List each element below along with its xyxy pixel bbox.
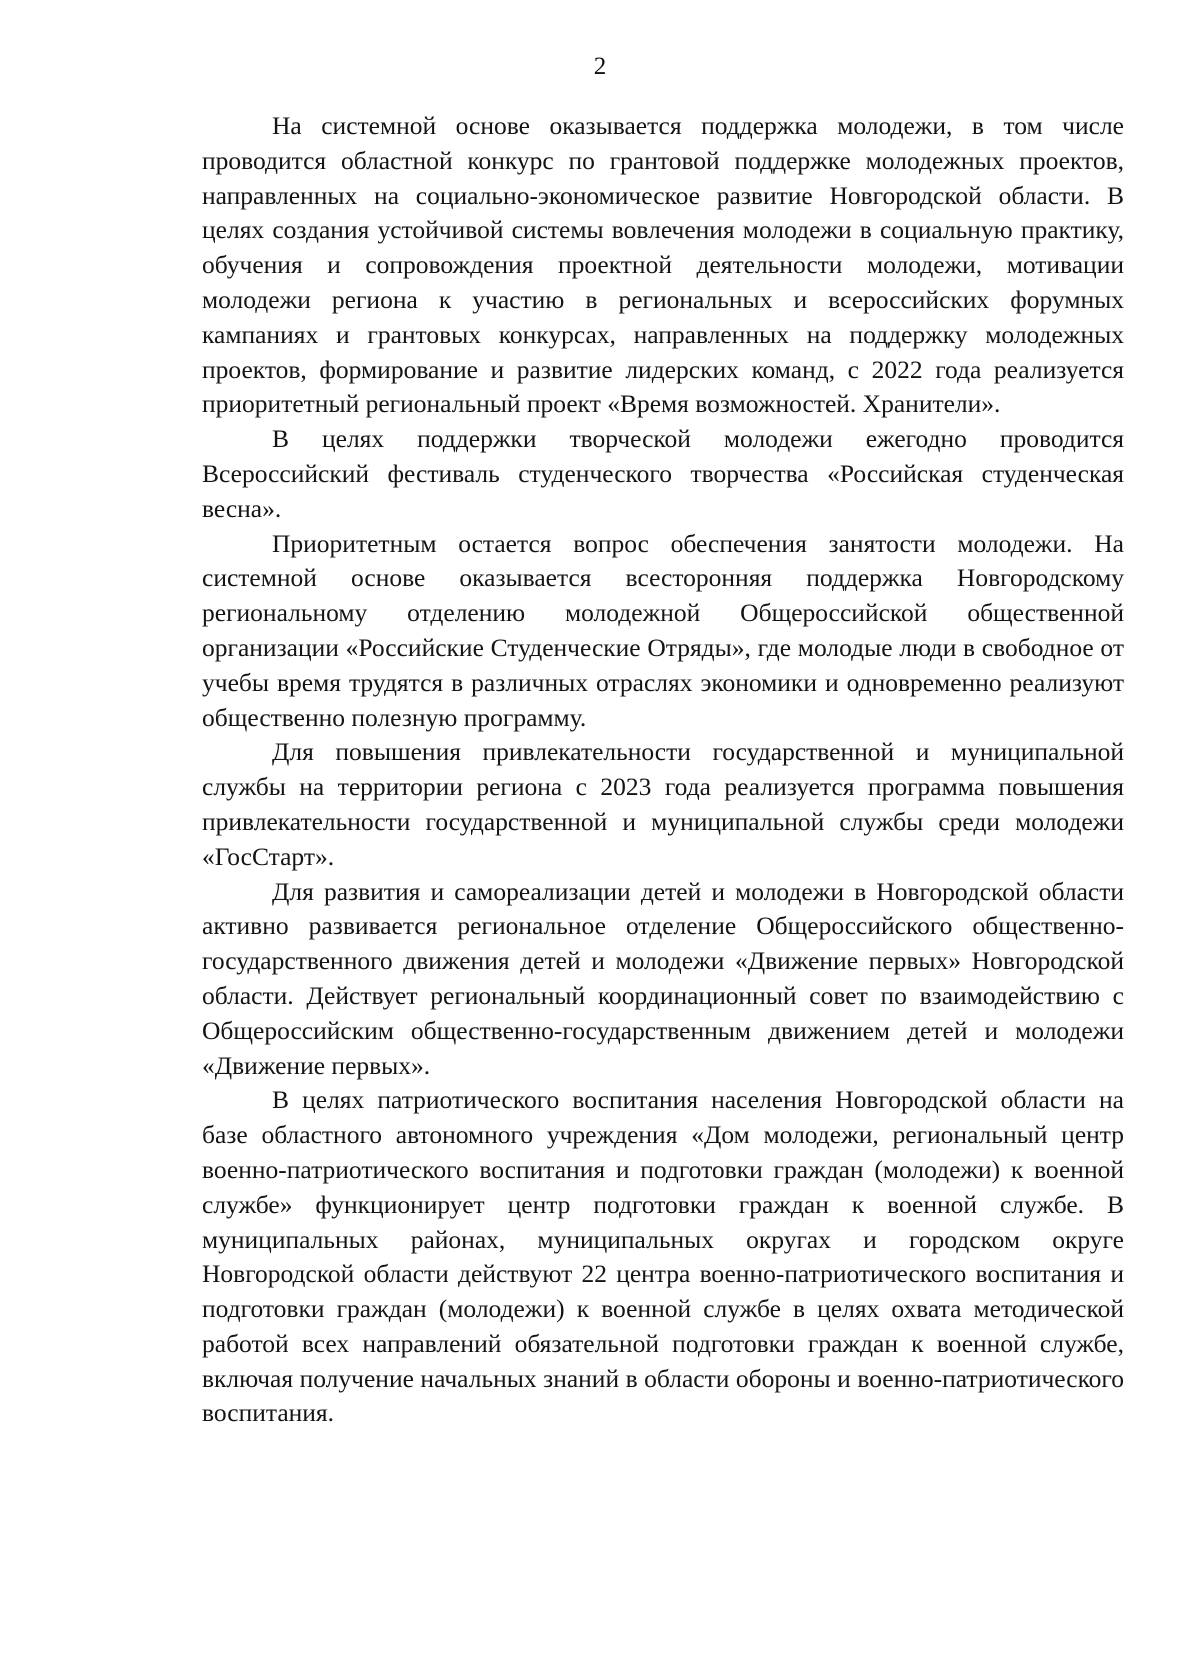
paragraph-patriotic-education: В целях патриотического воспитания населения Новгородской области на базе областного автономного учреждения «Дом молодежи, региональный центр военно-патриотического воспитания и подготовки граждан (молодежи) к военной службе» функционирует центр подготовки граждан к военной службе. В муниципальных районах, муниципальных округах и городском округе Новгородской области действуют 22 центра военно-патриотического воспитания и подготовки граждан (молодежи) к военной службе в целях охвата методической работой всех направлений обязательной подготовки граждан к военной службе, включая получение начальных знаний в области обороны и военно-патриотического воспитания.: [202, 1085, 1124, 1428]
page-number: 2: [593, 53, 607, 80]
document-body: [202, 109, 1124, 1431]
paragraph-youth-employment: Приоритетным остается вопрос обеспечения занятости молодежи. На системной основе оказывается всесторонняя поддержка Новгородскому региональному отделению молодежной Общероссийской общественной организации «Российские Студенческие Отряды», где молодые люди в свободное от учебы время трудятся в различных отраслях экономики и одновременно реализуют общественно полезную программу.: [202, 528, 1124, 732]
paragraph-gosstart: Для повышения привлекательности государственной и муниципальной службы на территории региона с 2023 года реализуется программа повышения привлекательности государственной и муниципальной службы среди молодежи «ГосСтарт».: [202, 737, 1124, 871]
paragraph-youth-support: На системной основе оказывается поддержка молодежи, в том числе проводится областной конкурс по грантовой поддержке молодежных проектов, направленных на социально-экономическое развитие Новгородской области. В целях создания устойчивой системы вовлечения молодежи в социальную практику, обучения и сопровождения проектной деятельности молодежи, мотивации молодежи региона к участию в региональных и всероссийских форумных кампаниях и грантовых конкурсах, направленных на поддержку молодежных проектов, формирование и развитие лидерских команд, с 2022 года реализуется приоритетный региональный проект «Время возможностей. Хранители».: [202, 111, 1124, 419]
paragraph-movement-of-the-first: Для развития и самореализации детей и молодежи в Новгородской области активно развивается региональное отделение Общероссийского общественно-государственного движения детей и молодежи «Движение первых» Новгородской области. Действует региональный координационный совет по взаимодействию с Общероссийским общественно-государственным движением детей и молодежи «Движение первых».: [202, 876, 1124, 1080]
paragraph-student-spring: В целях поддержки творческой молодежи ежегодно проводится Всероссийский фестиваль студенческого творчества «Российская студенческая весна».: [202, 424, 1124, 523]
